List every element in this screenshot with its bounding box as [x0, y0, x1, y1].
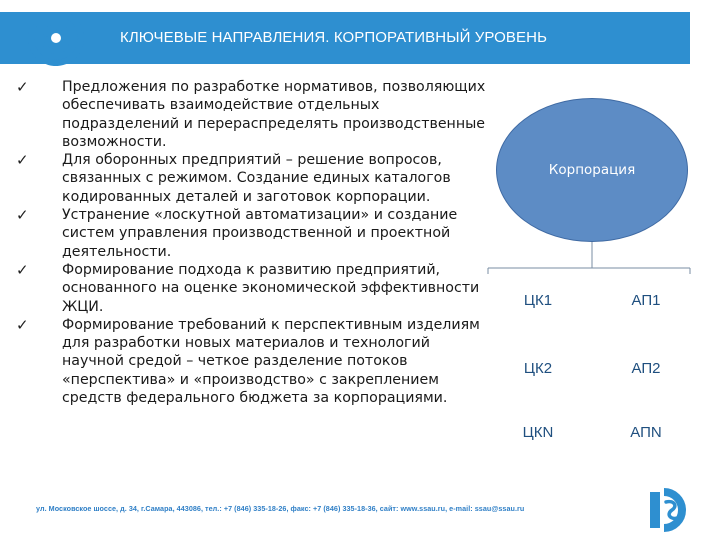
- unit-ckn: ЦКN: [522, 424, 554, 441]
- list-item-line: средств федерального бюджета за корпорациями.: [62, 390, 448, 407]
- list-item-line: Формирование требований к перспективным изделиям: [62, 316, 480, 333]
- list-item: [10, 78, 510, 151]
- list-item: [10, 261, 510, 316]
- list-item: [10, 316, 510, 407]
- unit-ap2: АП2: [631, 360, 661, 377]
- list-item: [10, 151, 510, 206]
- checkmark-icon: ✓: [16, 151, 29, 170]
- list-item-line: ЖЦИ.: [62, 298, 104, 315]
- list-item-line: связанных с режимом. Создание единых каталогов: [62, 170, 451, 187]
- list-item-line: научной средой – четкое разделение потоков: [62, 353, 408, 370]
- unit-ck1: ЦК1: [523, 292, 553, 309]
- list-item-line: возможности.: [62, 133, 167, 150]
- corporation-label: Корпорация: [548, 162, 636, 178]
- list-item-line: деятельности.: [62, 243, 172, 260]
- list-item-line: систем управления производственной и проектной: [62, 225, 451, 242]
- checkmark-icon: ✓: [16, 78, 29, 96]
- checkmark-icon: ✓: [16, 315, 29, 334]
- university-logo-icon: [28, 10, 84, 66]
- directions-list: [10, 78, 510, 407]
- list-item-line: подразделений и перераспределять производственные: [62, 115, 486, 132]
- list-item-line: Предложения по разработке нормативов, позволяющих: [62, 79, 486, 95]
- list-item-line: кодированных деталей и заготовок корпорации.: [62, 188, 431, 205]
- unit-apn: АПN: [630, 424, 662, 441]
- checkmark-icon: ✓: [16, 206, 29, 225]
- footer-contact: ул. Московское шоссе, д. 34, г.Самара, 443086, тел.: +7 (846) 335-18-26, факс: +7 (846) 335-18-36, сайт: www.ssau.ru, e-mail: ssau@ssau.ru: [36, 504, 525, 513]
- corporation-node: [496, 98, 688, 242]
- list-item: [10, 206, 510, 261]
- unit-ap1: АП1: [631, 292, 661, 309]
- list-item-line: Устранение «лоскутной автоматизации» и создание: [62, 207, 458, 224]
- unit-ck2: ЦК2: [523, 360, 553, 377]
- list-item-line: Формирование подхода к развитию предприятий,: [62, 261, 441, 278]
- list-item-line: для разработки новых материалов и технологий: [62, 335, 430, 352]
- checkmark-icon: ✓: [16, 260, 29, 279]
- hierarchy-connector: [480, 240, 710, 280]
- page-title: КЛЮЧЕВЫЕ НАПРАВЛЕНИЯ. КОРПОРАТИВНЫЙ УРОВЕНЬ: [120, 29, 548, 46]
- list-item-line: обеспечивать взаимодействие отдельных: [62, 97, 380, 114]
- list-item-line: Для оборонных предприятий – решение вопросов,: [62, 152, 442, 169]
- list-item-line: основанного на оценке экономической эффективности: [62, 280, 480, 297]
- list-item-line: «перспектива» и «производство» с закреплением: [62, 371, 439, 388]
- footer-logo-icon: [648, 488, 692, 532]
